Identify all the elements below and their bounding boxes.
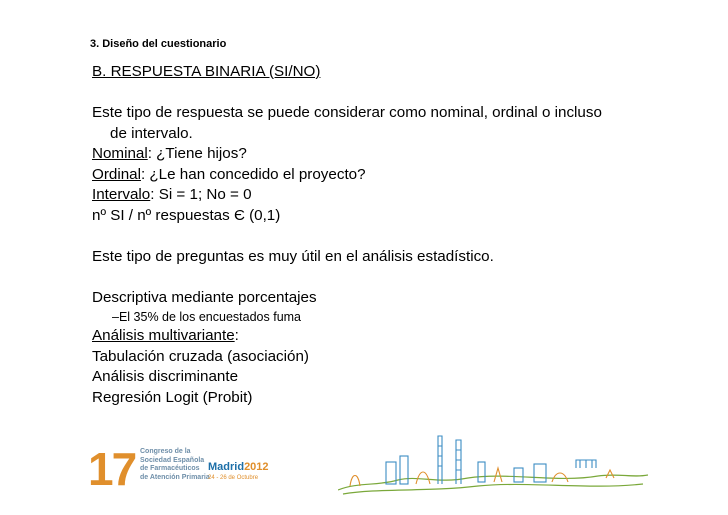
nominal-line bbox=[92, 144, 652, 165]
ordinal-line bbox=[92, 165, 652, 186]
congress-name bbox=[140, 448, 210, 482]
spacer bbox=[92, 267, 652, 288]
slide-content bbox=[92, 62, 652, 408]
year: 2012 bbox=[244, 461, 269, 473]
multivariante-colon: : bbox=[234, 327, 239, 344]
intervalo-line bbox=[92, 185, 652, 206]
spacer bbox=[92, 226, 652, 247]
utility-line: Este tipo de preguntas es muy útil en el análisis estadístico. bbox=[92, 247, 494, 265]
congress-name-line: de Farmacéuticos bbox=[140, 465, 200, 472]
congress-dates: 24 - 26 de Octubre bbox=[208, 475, 259, 481]
method-item: Análisis discriminante bbox=[92, 368, 239, 385]
slide-title: B. RESPUESTA BINARIA (SI/NO) bbox=[92, 63, 321, 80]
congress-footer bbox=[88, 428, 648, 498]
section-label: 3. Diseño del cuestionario bbox=[90, 38, 227, 50]
intervalo-text: : Si = 1; No = 0 bbox=[150, 186, 252, 203]
descriptiva-example: –El 35% de los encuestados fuma bbox=[112, 310, 302, 324]
ordinal-text: : ¿Le han concedido el proyecto? bbox=[140, 165, 366, 183]
intro-line-1: Este tipo de respuesta se puede considerar como nominal, ordinal o incluso bbox=[92, 104, 602, 121]
congress-number-logo: 17 bbox=[88, 443, 136, 495]
madrid-skyline-illustration bbox=[338, 428, 648, 498]
ratio-line: nº SI / nº respuestas Є (0,1) bbox=[92, 206, 281, 224]
multivariante-line bbox=[92, 326, 652, 347]
city: Madrid bbox=[208, 461, 245, 473]
method-item: Regresión Logit (Probit) bbox=[92, 388, 253, 406]
congress-name-line: Congreso de la bbox=[140, 448, 191, 455]
nominal-term: Nominal bbox=[92, 145, 148, 162]
ordinal-term: Ordinal bbox=[92, 165, 141, 183]
method-item: Tabulación cruzada (asociación) bbox=[92, 347, 309, 365]
intervalo-term: Intervalo bbox=[92, 186, 151, 203]
congress-name-line: de Atención Primaria bbox=[140, 473, 210, 481]
congress-name-line: Sociedad Española bbox=[140, 456, 205, 464]
intro-line-2: de intervalo. bbox=[110, 124, 193, 142]
descriptiva-line: Descriptiva mediante porcentajes bbox=[92, 288, 317, 306]
spacer bbox=[92, 83, 652, 104]
multivariante-term: Análisis multivariante bbox=[92, 327, 235, 344]
city-year bbox=[208, 461, 269, 473]
nominal-text: : ¿Tiene hijos? bbox=[147, 145, 247, 162]
